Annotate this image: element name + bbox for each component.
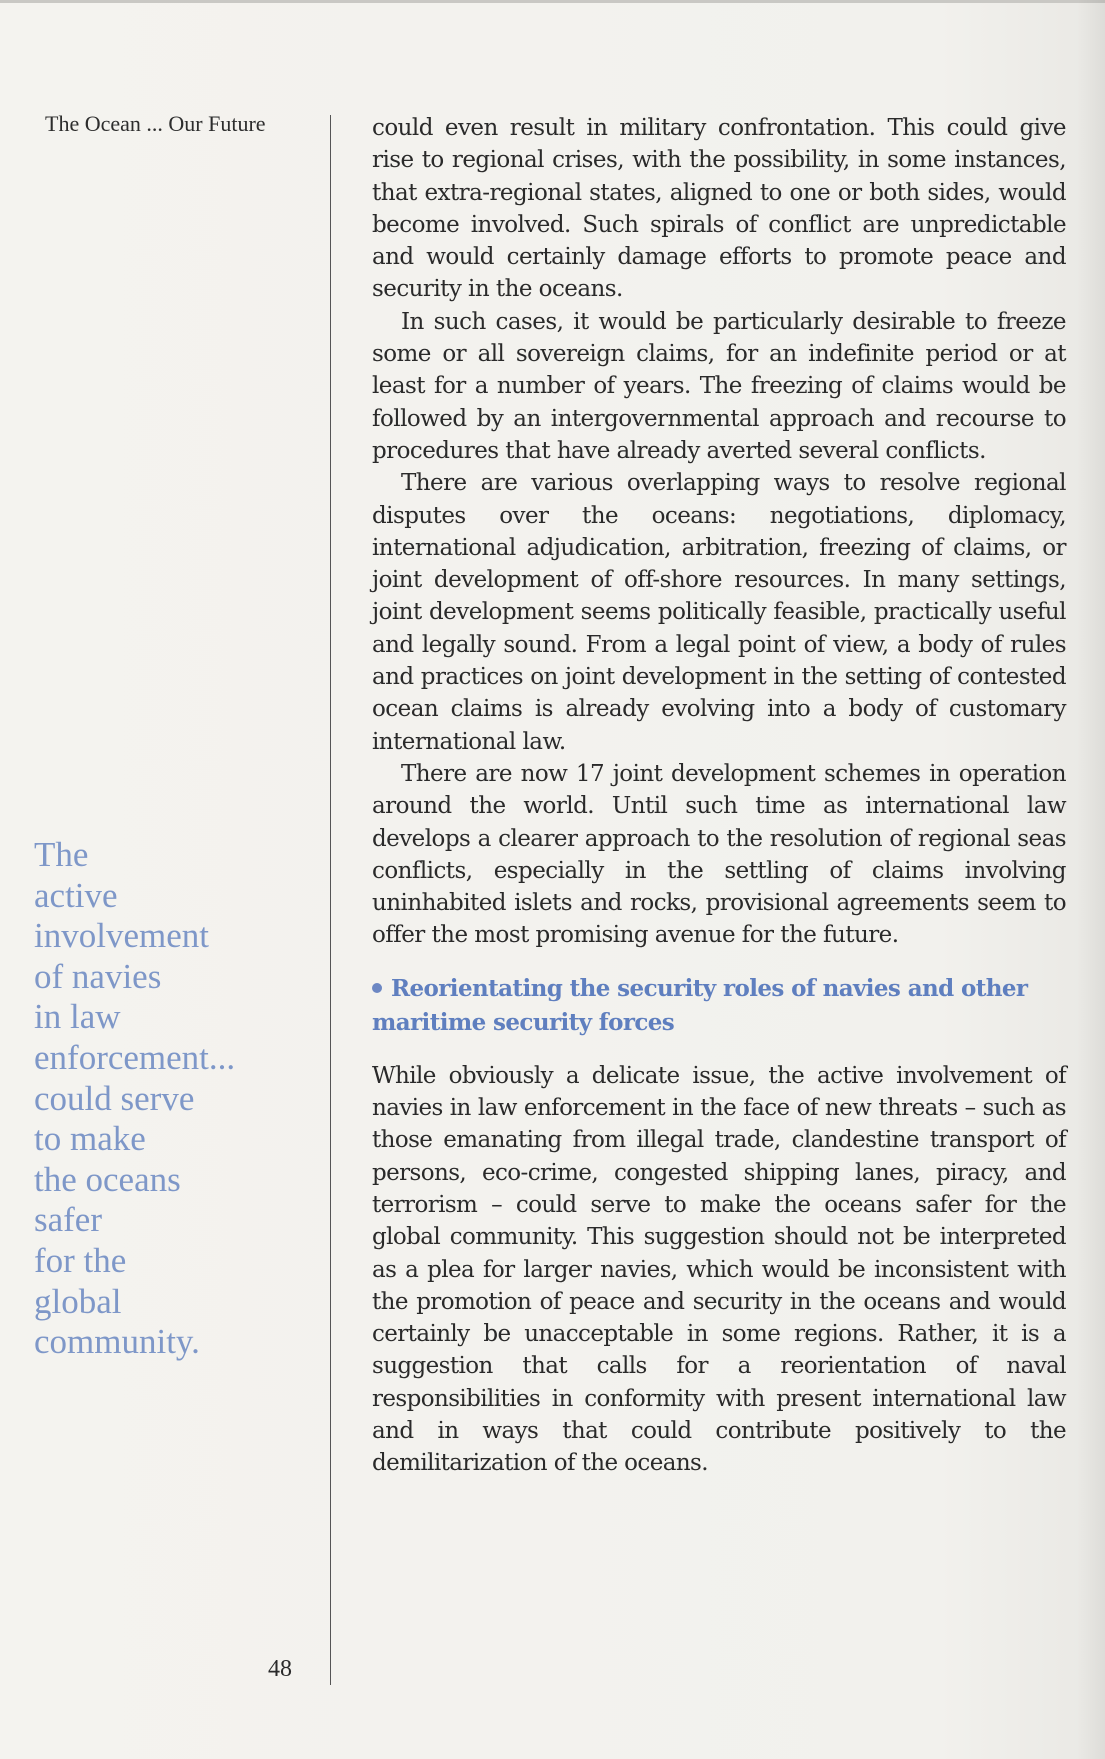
pull-quote-line: community. [34, 1322, 200, 1362]
pull-quote-line: to make [34, 1119, 146, 1159]
section-paragraph: While obviously a delicate issue, the active involvement of navies in law enforcement in the face of new threats – such as those emanating from illegal trade, clandestine transport of persons, eco-crime, congested shipping lanes, piracy, and terrorism – could serve to make the oceans safer for the global community. This suggestion should not be interpreted as a plea for larger navies, which would be inconsistent with the promotion of peace and security in the oceans and would certainly be unacceptable in some regions. Rather, it is a suggestion that calls for a reorientation of naval responsibilities in conformity with present international law and in ways that could contribute positively to the demilitarization of the oceans. [372, 1062, 1066, 1477]
section-heading [372, 972, 1066, 1040]
body-paragraph: There are now 17 joint development schemes in operation around the world. Until such time as international law develops a clearer approach to the resolution of regional seas conflicts, especially in the settling of claims involving uninhabited islets and rocks, provisional agreements seem to offer the most promising avenue for the future. [372, 760, 1066, 949]
pull-quote-line: in law [34, 997, 121, 1037]
page-right-shadow [1077, 0, 1105, 1759]
body-paragraph: There are various overlapping ways to resolve regional disputes over the oceans: negotiations, diplomacy, international adjudication, arbitration, freezing of claims, or joint development of off-shore resources. In many settings, joint development seems politically feasible, practically useful and legally sound. From a legal point of view, a body of rules and practices on joint development in the setting of contested ocean claims is already evolving into a body of customary international law. [372, 470, 1066, 755]
pull-quote-line: involvement [34, 916, 209, 956]
running-header: The Ocean ... Our Future [45, 111, 266, 136]
page-top-edge [0, 0, 1105, 3]
body-paragraph-continued: could even result in military confrontation. This could give rise to regional crises, with the possibility, in some instances, that extra-regional states, aligned to one or both sides, would become involved. Such spirals of conflict are unpredictable and would certainly damage efforts to promote peace and security in the oceans. [372, 115, 1066, 303]
pull-quote-line: The [34, 835, 89, 874]
main-text-column [372, 112, 1066, 1480]
pull-quote-line: safer [34, 1200, 103, 1240]
bullet-icon [372, 983, 382, 993]
pull-quote-line: enforcement... [34, 1037, 236, 1077]
section-heading-text: Reorientating the security roles of navies and other maritime security forces [372, 974, 1028, 1036]
page-number: 48 [268, 1656, 292, 1682]
pull-quote-line: of navies [34, 956, 162, 996]
pull-quote-line: the oceans [34, 1159, 181, 1199]
pull-quote-line: for the [34, 1240, 127, 1280]
pull-quote-line: global [34, 1281, 122, 1321]
body-paragraph: In such cases, it would be particularly desirable to freeze some or all sovereign claims, for an indefinite period or at least for a number of years. The freezing of claims would be followed by an intergovernmental approach and recourse to procedures that have already averted several conflicts. [372, 308, 1066, 464]
pull-quote-line: active [34, 875, 118, 915]
column-divider [330, 115, 331, 1685]
pull-quote [34, 835, 284, 1363]
pull-quote-line: could serve [34, 1078, 195, 1118]
